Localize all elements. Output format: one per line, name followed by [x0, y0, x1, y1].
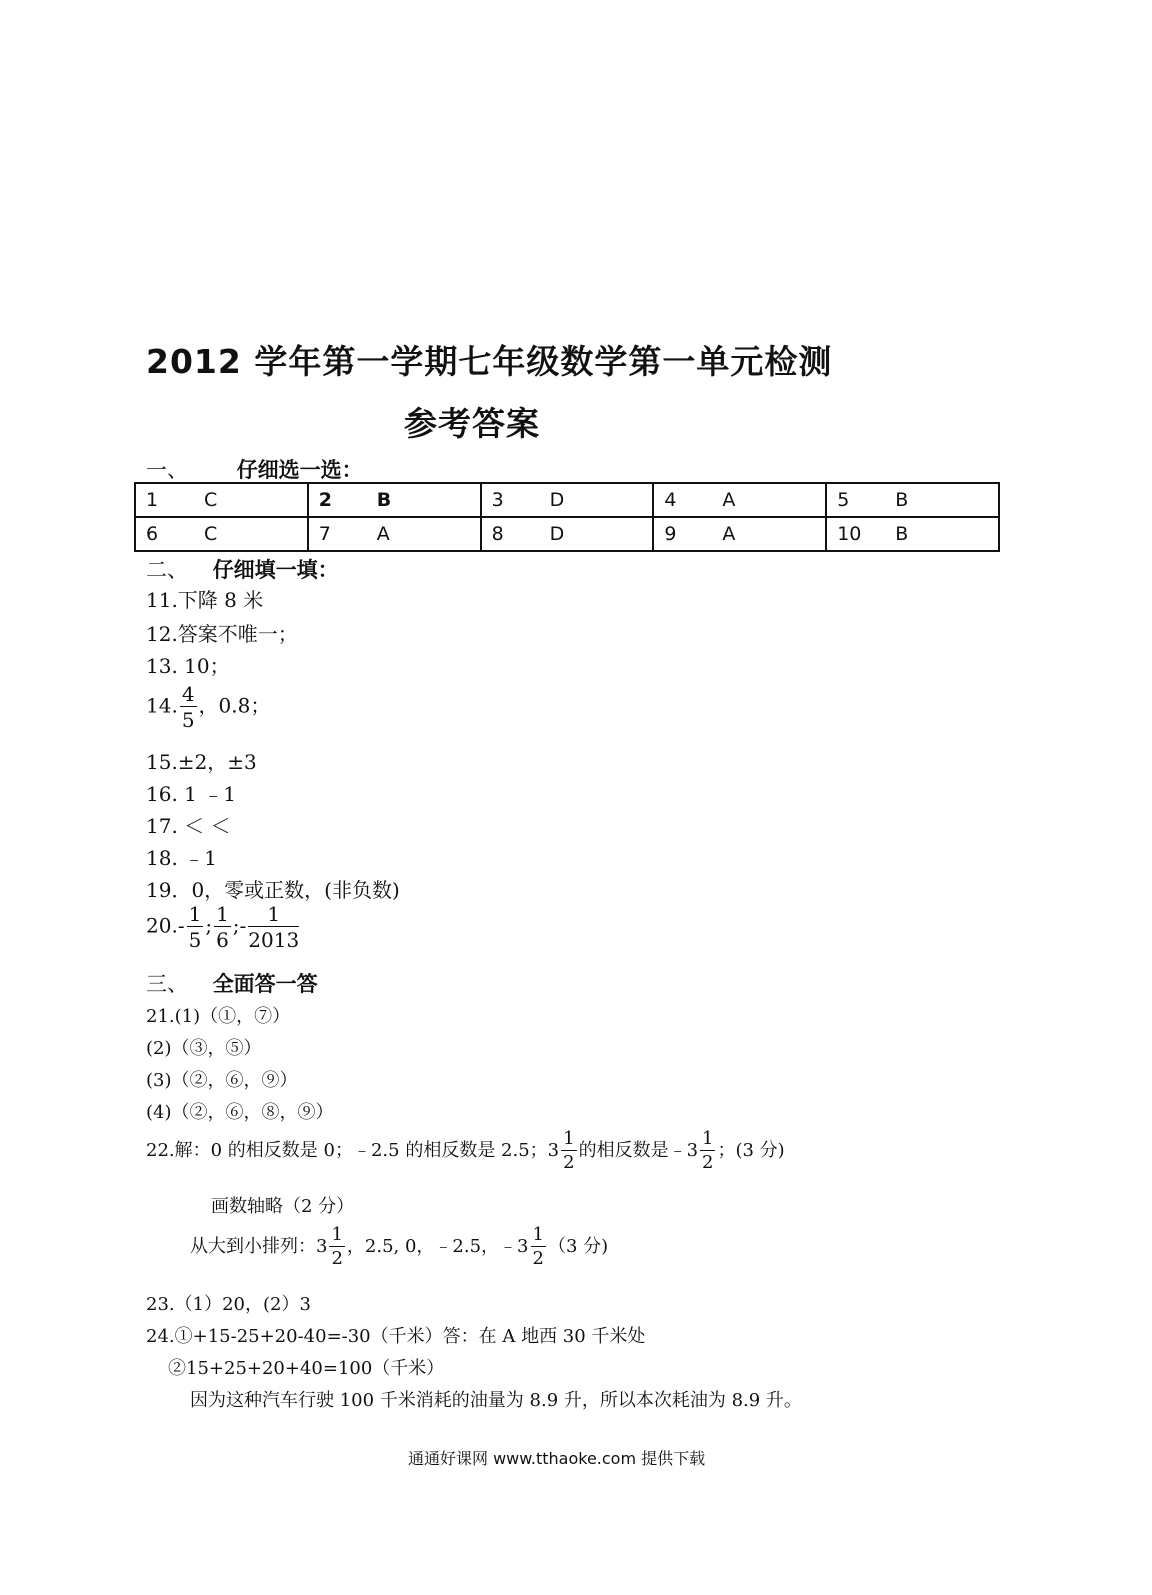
question-number: 6 — [146, 523, 159, 545]
answer-22-text: 从大到小排列：3 — [190, 1236, 328, 1257]
fraction — [187, 904, 204, 950]
fraction-numerator: 1 — [216, 902, 229, 926]
fraction-denominator: 5 — [188, 928, 202, 952]
fraction — [248, 904, 299, 950]
fraction — [561, 1130, 576, 1172]
question-number: 9 — [664, 523, 677, 545]
fraction — [214, 904, 231, 950]
answer-14 — [146, 684, 270, 730]
answer-22-line-2: 画数轴略（2 分） — [211, 1196, 355, 1217]
answer-22-line-3 — [190, 1226, 608, 1268]
fraction-denominator: 2013 — [248, 928, 300, 952]
fraction-denominator: 5 — [181, 708, 195, 732]
answer-cell — [826, 517, 999, 551]
answer-16: 16. 1 ﹣1 — [146, 782, 236, 806]
answer-22-line-1 — [146, 1130, 785, 1172]
answer-23: 23.（1）20，(2）3 — [146, 1294, 311, 1315]
section-1-heading — [146, 454, 363, 484]
answer-letter: A — [376, 523, 390, 545]
answer-cell — [308, 483, 481, 517]
fraction — [329, 1226, 344, 1268]
answer-11: 11.下降 8 米 — [146, 588, 264, 612]
answer-cell — [653, 517, 826, 551]
fraction-numerator: 1 — [331, 1224, 343, 1245]
answer-letter: C — [204, 489, 218, 511]
page-subtitle: 参考答案 — [404, 404, 540, 443]
question-number: 10 — [837, 523, 862, 545]
answer-letter: D — [549, 523, 565, 545]
fraction-denominator: 2 — [702, 1152, 714, 1173]
answer-21-line-3: (3)（②，⑥，⑨） — [146, 1070, 298, 1091]
section-2-number: 二、 — [146, 558, 188, 582]
section-1-label: 仔细选一选： — [236, 458, 363, 482]
answer-24-line-3: 因为这种汽车行驶 100 千米消耗的油量为 8.9 升，所以本次耗油为 8.9 升。 — [190, 1390, 802, 1411]
fraction — [700, 1130, 715, 1172]
answer-cell — [481, 483, 654, 517]
section-3-number: 三、 — [146, 972, 188, 996]
sign: - — [177, 913, 185, 938]
question-number: 8 — [491, 523, 504, 545]
answer-22-text: 的相反数是﹣3 — [578, 1140, 699, 1161]
answer-22-text: ，2.5, 0，﹣2.5，﹣3 — [346, 1236, 529, 1257]
question-number: 3 — [491, 489, 504, 511]
answer-cell — [481, 517, 654, 551]
fraction-numerator: 1 — [532, 1224, 544, 1245]
answer-letter: C — [204, 523, 218, 545]
fraction-numerator: 1 — [702, 1128, 714, 1149]
answer-letter: B — [376, 489, 392, 511]
answer-letter: D — [549, 489, 565, 511]
section-2-label: 仔细填一填： — [212, 558, 339, 582]
answer-21-line-2: (2)（③，⑤） — [146, 1038, 262, 1059]
section-3-label: 全面答一答 — [212, 972, 318, 996]
fraction — [180, 684, 197, 730]
answer-14-rest: ，0.8； — [198, 693, 271, 718]
answer-18: 18. ﹣1 — [146, 846, 217, 870]
answer-15: 15.±2，±3 — [146, 750, 257, 774]
question-number: 1 — [146, 489, 159, 511]
fraction — [531, 1226, 546, 1268]
section-2-heading — [146, 554, 339, 584]
multiple-choice-answer-table — [134, 482, 1000, 552]
answer-letter: B — [895, 489, 909, 511]
answer-22-text: 22.解：0 的相反数是 0；﹣2.5 的相反数是 2.5；3 — [146, 1140, 560, 1161]
answer-cell — [135, 517, 308, 551]
question-number: 2 — [318, 489, 333, 511]
fraction-denominator: 2 — [563, 1152, 575, 1173]
page-title: 2012 学年第一学期七年级数学第一单元检测 — [146, 342, 833, 381]
answer-17: 17. ＜ ＜ — [146, 814, 231, 838]
fraction-numerator: 1 — [563, 1128, 575, 1149]
fraction-denominator: 6 — [216, 928, 229, 952]
separator: ;- — [232, 913, 247, 938]
fraction-numerator: 4 — [181, 682, 195, 706]
answer-letter: A — [722, 489, 736, 511]
question-number: 5 — [837, 489, 850, 511]
fraction-numerator: 1 — [248, 904, 299, 927]
answer-19: 19．0，零或正数，(非负数) — [146, 878, 400, 902]
answer-24-line-2: ②15+25+20+40=100（千米） — [168, 1358, 445, 1379]
fraction-numerator: 1 — [188, 902, 202, 926]
section-3-heading — [146, 968, 318, 998]
fraction-denominator: 2 — [331, 1248, 343, 1269]
footer-source: 通通好课网 www.tthaoke.com 提供下载 — [408, 1449, 706, 1468]
answer-cell — [653, 483, 826, 517]
question-number: 4 — [664, 489, 677, 511]
answer-letter: B — [895, 523, 909, 545]
answer-14-number: 14. — [146, 693, 178, 718]
fraction-denominator: 2 — [532, 1248, 544, 1269]
question-number: 7 — [318, 523, 331, 545]
answer-letter: A — [722, 523, 736, 545]
answer-cell — [135, 483, 308, 517]
answer-20-number: 20. — [146, 913, 178, 938]
answer-13: 13. 10； — [146, 654, 230, 678]
table-row — [135, 483, 999, 517]
answer-cell — [826, 483, 999, 517]
answer-21-line-4: (4)（②，⑥，⑧，⑨） — [146, 1102, 334, 1123]
answer-24-line-1: 24.①+15-25+20-40=-30（千米）答：在 A 地西 30 千米处 — [146, 1326, 646, 1347]
answer-22-text: ；(3 分) — [717, 1140, 785, 1161]
separator: ; — [205, 913, 213, 938]
answer-12: 12.答案不唯一； — [146, 622, 298, 646]
section-1-number: 一、 — [146, 458, 188, 482]
answer-cell — [308, 517, 481, 551]
answer-22-text: （3 分) — [547, 1236, 609, 1257]
answer-20 — [146, 904, 301, 950]
table-row — [135, 517, 999, 551]
answer-21-line-1: 21.(1)（①，⑦） — [146, 1006, 291, 1027]
